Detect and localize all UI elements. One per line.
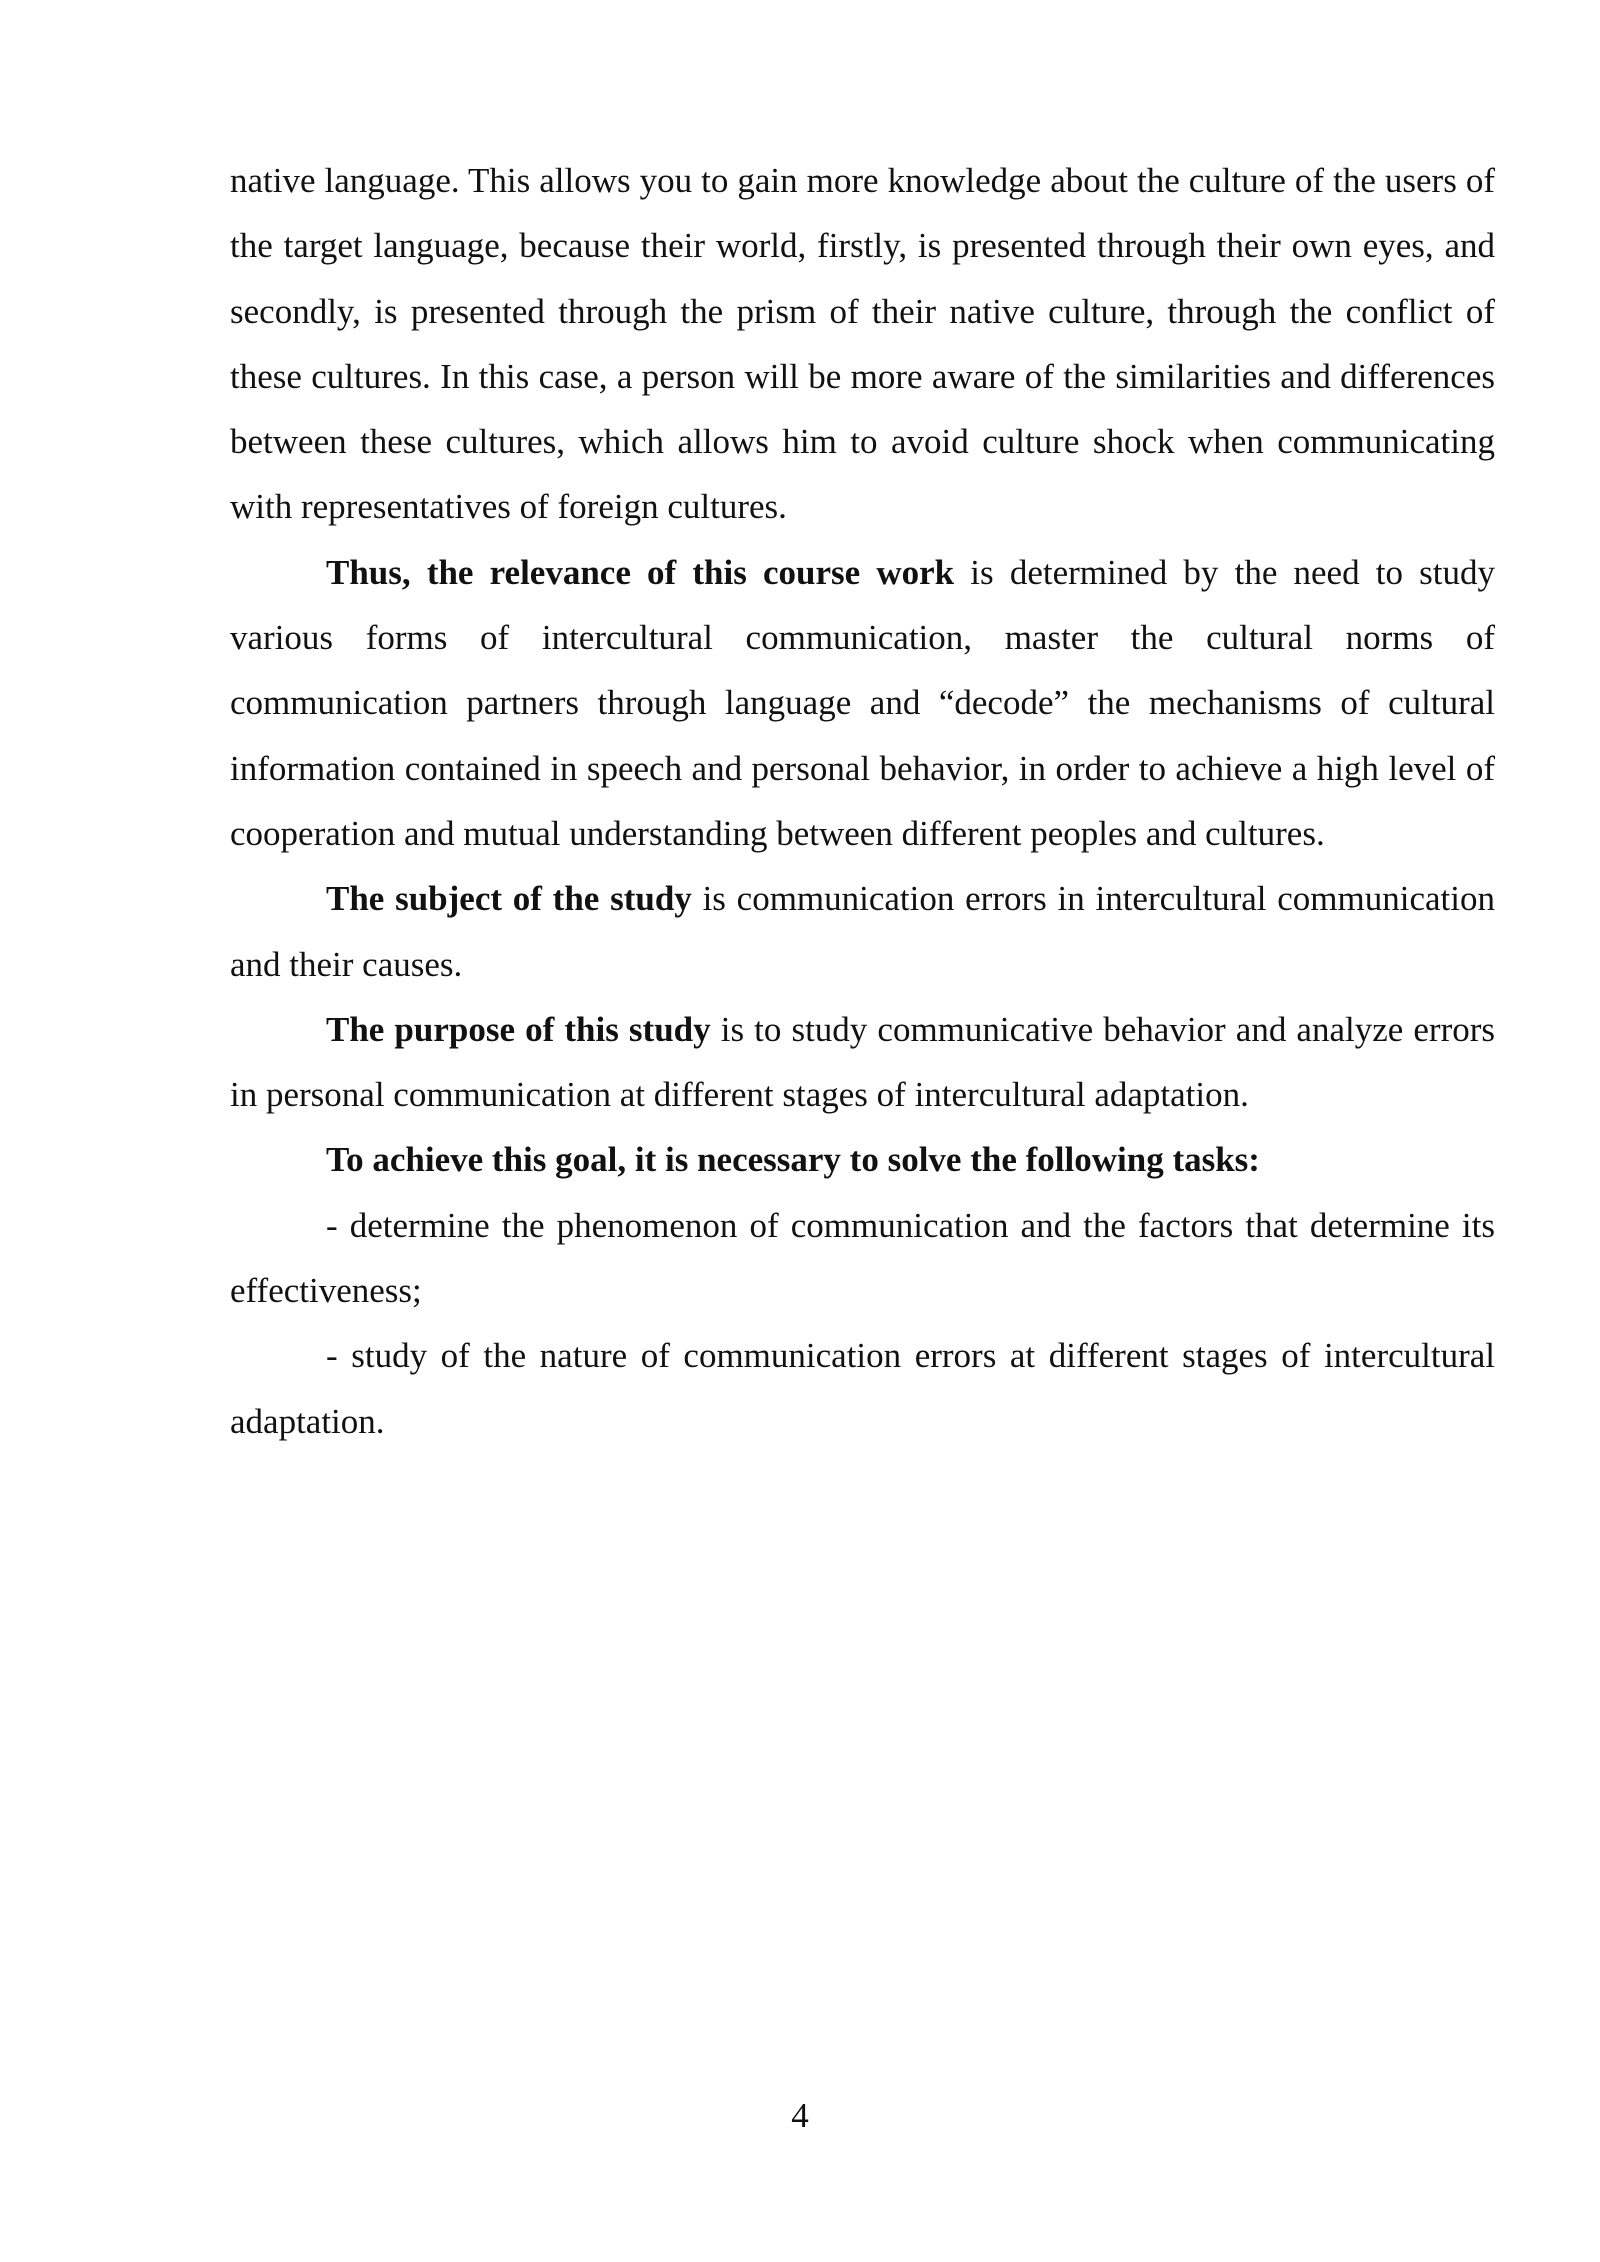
task-item-text: - determine the phenomenon of communication and the factors that determine its effectiveness; [230, 1205, 1495, 1311]
paragraph-text: native language. This allows you to gain more knowledge about the culture of the users of the target language, because their world, firstly, is presented through their own eyes, and secondly, is presented through the prism of their native culture, through the conflict of these cultures. In this case, a person will be more aware of the similarities and differences between these cultures, which allows him to avoid culture shock when communicating with representatives of foreign cultures. [230, 161, 1495, 527]
paragraph-text: is communication errors in intercultural communication and their causes. [230, 879, 1495, 984]
page-body [230, 148, 1495, 1454]
paragraph-text: is determined by the need to study various forms of intercultural communication, master the cultural norms of communication partners through language and “decode” the mechanisms of cultural information contained in speech and personal behavior, in order to achieve a high level of cooperation and mutual understanding between different peoples and cultures. [230, 552, 1495, 853]
task-item [230, 1193, 1495, 1324]
task-item-text: - study of the nature of communication errors at different stages of intercultural adaptation. [230, 1336, 1495, 1441]
paragraph-lead: To achieve this goal, it is necessary to solve the following tasks: [326, 1140, 1260, 1180]
task-item [230, 1323, 1495, 1454]
paragraph-lead: The purpose of this study [326, 1009, 711, 1049]
paragraph-lead: Thus, the relevance of this course work [326, 552, 955, 592]
paragraph-text: is to study communicative behavior and analyze errors in personal communication at different stages of intercultural adaptation. [230, 1009, 1495, 1115]
paragraph-relevance [230, 540, 1495, 866]
paragraph-continuation [230, 148, 1495, 540]
paragraph-tasks-heading [230, 1127, 1495, 1192]
paragraph-purpose [230, 997, 1495, 1128]
paragraph-subject [230, 866, 1495, 997]
page-number: 4 [791, 2096, 809, 2135]
paragraph-lead: The subject of the study [326, 879, 692, 919]
